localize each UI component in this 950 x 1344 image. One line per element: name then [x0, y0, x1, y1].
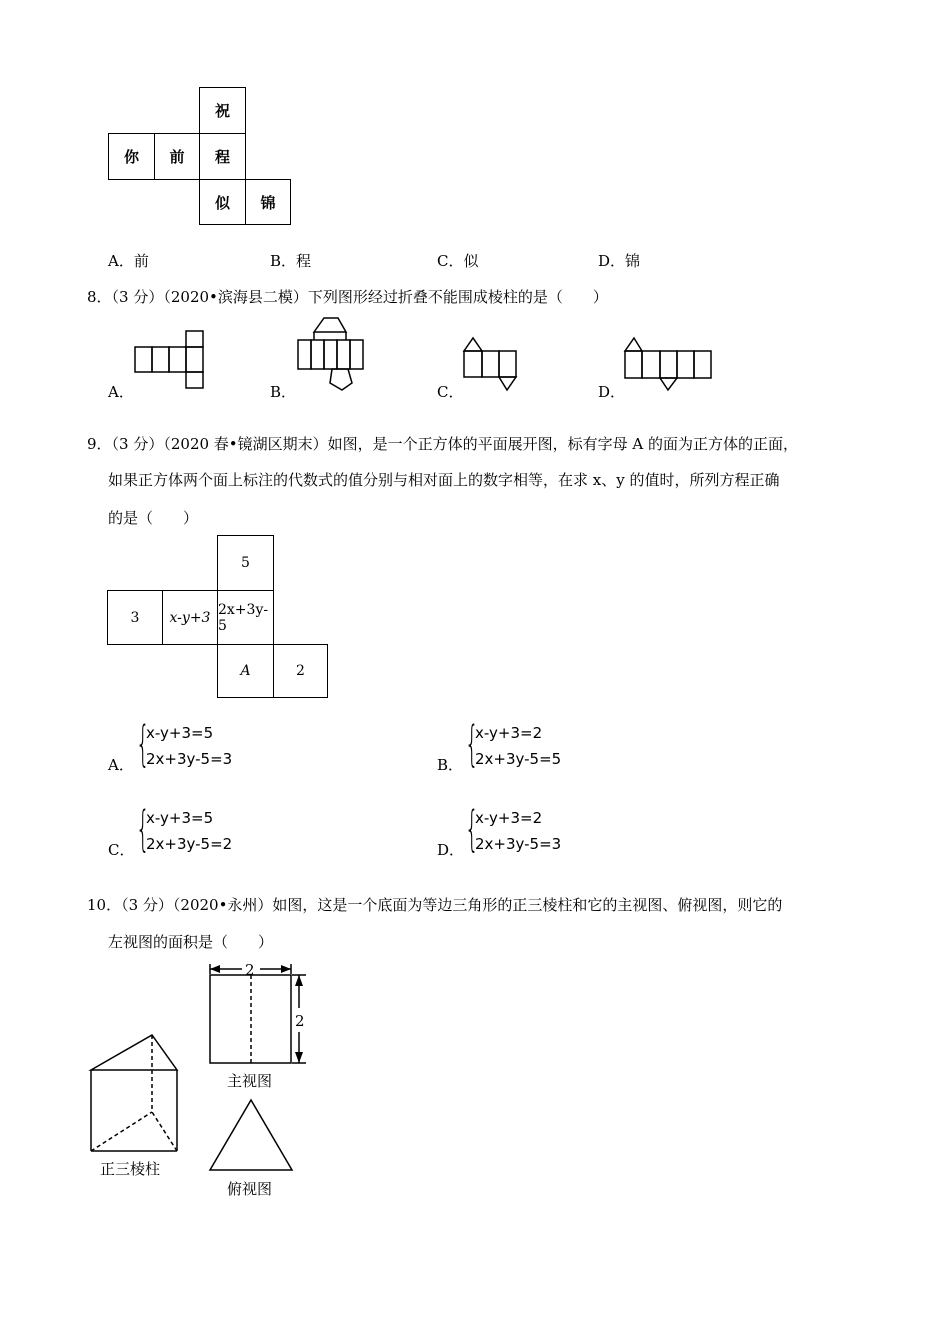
option-letter: C． [437, 252, 464, 270]
option-letter: D． [437, 841, 465, 859]
q9-net-top: 5 [217, 535, 274, 591]
q9-stem-line3: 的是（ ） [108, 509, 199, 527]
equation-1: x-y+3=5 [146, 724, 214, 742]
equation-1: x-y+3=2 [475, 809, 543, 827]
q8-option-b[interactable]: B． [270, 383, 297, 401]
q9-net-center: 2x+3y-5 [217, 590, 274, 645]
q10-width-label: 2 [245, 961, 255, 979]
q10-top-view-figure [205, 1095, 297, 1175]
q9-net-bottom: A [217, 644, 274, 698]
brace-icon: { [136, 716, 150, 772]
equation-2: 2x+3y-5=3 [475, 835, 562, 853]
q10-stem-line2: 左视图的面积是（ ） [108, 933, 274, 951]
equation-1: x-y+3=5 [146, 809, 214, 827]
equation-2: 2x+3y-5=2 [146, 835, 233, 853]
equation-1: x-y+3=2 [475, 724, 543, 742]
q8-option-d[interactable]: D． [598, 383, 626, 401]
option-text: 前 [133, 252, 149, 270]
brace-icon: { [136, 801, 150, 857]
q7-net-cell: 祝 [199, 87, 246, 134]
q7-net-cell: 程 [199, 133, 246, 180]
q10-front-view-label: 主视图 [227, 1072, 273, 1090]
q8-figure-a [134, 330, 208, 390]
q7-net-cell: 似 [199, 179, 246, 225]
q10-front-view-figure [200, 960, 340, 1070]
q7-option-b[interactable] [270, 250, 311, 271]
q7-option-c[interactable] [437, 250, 479, 271]
equation-2: 2x+3y-5=5 [475, 750, 562, 768]
q7-net-cell: 你 [108, 133, 155, 180]
option-letter: D． [598, 252, 626, 270]
q8-option-a[interactable]: A． [108, 383, 134, 401]
q7-option-d[interactable] [598, 250, 640, 271]
q9-net-left: 3 [107, 590, 163, 645]
q9-option-b[interactable] [437, 718, 687, 778]
brace-icon: { [465, 801, 479, 857]
q10-top-view-label: 俯视图 [227, 1180, 273, 1198]
q7-net-cell: 锦 [245, 179, 291, 225]
q10-stem-line1: 10．（3 分）（2020•永州）如图，这是一个底面为等边三角形的正三棱柱和它的主视图、俯视图，则它的 [87, 896, 783, 914]
q8-option-c[interactable]: C． [437, 383, 464, 401]
q8-figure-c [462, 336, 520, 392]
q8-figure-b [296, 316, 366, 392]
q10-prism-figure [85, 1030, 185, 1160]
option-letter: B． [437, 756, 464, 774]
option-text: 似 [463, 252, 479, 270]
q9-option-d[interactable] [437, 803, 687, 863]
q9-stem-line2: 如果正方体两个面上标注的代数式的值分别与相对面上的数字相等，在求 x、y 的值时，所列方程正确 [108, 471, 780, 489]
q8-stem: 8．（3 分）（2020•滨海县二模）下列图形经过折叠不能围成棱柱的是（ ） [87, 288, 608, 306]
q9-option-a[interactable] [108, 718, 358, 778]
q8-figure-d [622, 336, 714, 392]
q9-net-mid-left: x-y+3 [162, 590, 218, 645]
option-letter: A． [108, 252, 134, 270]
option-text: 锦 [625, 252, 641, 270]
option-letter: C． [108, 841, 135, 859]
q7-net-cell: 前 [154, 133, 200, 180]
q7-option-a[interactable] [108, 250, 149, 271]
q9-stem-line1: 9．（3 分）（2020 春•镜湖区期末）如图，是一个正方体的平面展开图，标有字母 A 的面为正方体的正面， [87, 435, 799, 453]
option-text: 程 [296, 252, 312, 270]
brace-icon: { [465, 716, 479, 772]
q10-prism-label: 正三棱柱 [100, 1160, 161, 1178]
equation-2: 2x+3y-5=3 [146, 750, 233, 768]
q9-net-bottom-right: 2 [273, 644, 328, 698]
q9-option-c[interactable] [108, 803, 358, 863]
option-letter: A． [108, 756, 134, 774]
option-letter: B． [270, 252, 297, 270]
q10-height-label: 2 [295, 1012, 305, 1030]
